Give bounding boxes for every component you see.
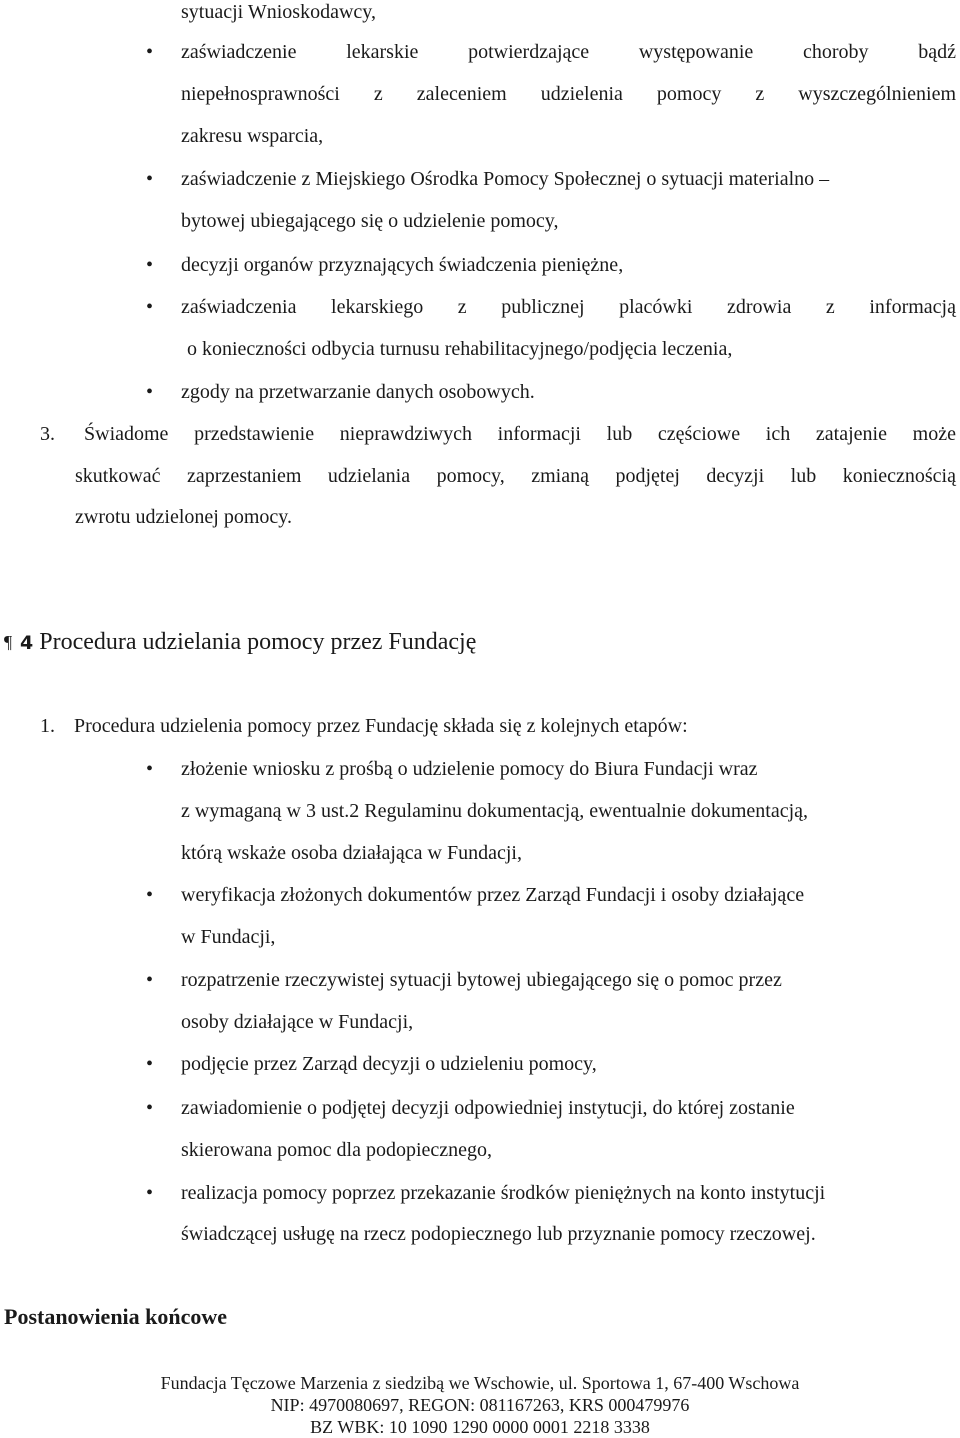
list-item-line: zaświadczenie lekarskie potwierdzające występowanie choroby bądź (181, 41, 956, 63)
paragraph-line: Świadome przedstawienie nieprawdziwych informacji lub częściowe ich zatajenie może (84, 423, 956, 445)
bullet: • (146, 168, 154, 190)
list-item-line: świadczącej usługę na rzecz podopiecznego lub przyznanie pomocy rzeczowej. (181, 1223, 816, 1245)
list-item-line: weryfikacja złożonych dokumentów przez Zarząd Fundacji i osoby działające (181, 884, 805, 906)
bullet: • (146, 1097, 154, 1119)
bullet: • (146, 254, 154, 276)
section-number: 4 (20, 632, 34, 654)
list-item-line: rozpatrzenie rzeczywistej sytuacji bytowej ubiegającego się o pomoc przez (181, 969, 782, 991)
list-item-line: zakresu wsparcia, (181, 125, 324, 147)
bullet: • (146, 41, 154, 63)
list-item-line: o konieczności odbycia turnusu rehabilitacyjnego/podjęcia leczenia, (187, 338, 733, 360)
bullet: • (146, 1182, 154, 1204)
list-item-line: bytowej ubiegającego się o udzielenie pomocy, (181, 210, 559, 232)
paragraph-line: zwrotu udzielonej pomocy. (75, 506, 292, 528)
paragraph-line: sytuacji Wnioskodawcy, (181, 1, 376, 23)
bullet: • (146, 969, 154, 991)
paragraph-line: skutkować zaprzestaniem udzielania pomocy, zmianą podjętej decyzji lub koniecznością (75, 465, 956, 487)
list-item-line: zaświadczenie z Miejskiego Ośrodka Pomocy Społecznej o sytuacji materialno – (181, 168, 830, 190)
list-item-line: podjęcie przez Zarząd decyzji o udzieleniu pomocy, (181, 1053, 597, 1075)
list-item-line: w Fundacji, (181, 926, 276, 948)
list-item-line: realizacja pomocy poprzez przekazanie środków pieniężnych na konto instytucji (181, 1182, 826, 1204)
list-item-line: zawiadomienie o podjętej decyzji odpowiedniej instytucji, do której zostanie (181, 1097, 795, 1119)
list-item-line: zgody na przetwarzanie danych osobowych. (181, 381, 535, 403)
list-item-line: zaświadczenia lekarskiego z publicznej placówki zdrowia z informacją (181, 296, 956, 318)
point-number: 1. (40, 715, 55, 737)
section-heading (20, 628, 476, 657)
paragraph-line: Procedura udzielenia pomocy przez Fundację składa się z kolejnych etapów: (74, 715, 688, 737)
list-item-line: skierowana pomoc dla podopiecznego, (181, 1139, 493, 1161)
bullet: • (146, 381, 154, 403)
list-item-line: niepełnosprawności z zaleceniem udzielenia pomocy z wyszczególnieniem (181, 83, 956, 105)
section-title: Procedura udzielania pomocy przez Fundację (39, 629, 477, 655)
point-number: 3. (40, 423, 55, 445)
list-item-line: decyzji organów przyznających świadczenia pieniężne, (181, 254, 624, 276)
paragraph-mark-icon: ¶ (4, 632, 13, 652)
bullet: • (146, 296, 154, 318)
list-item-line: osoby działające w Fundacji, (181, 1011, 414, 1033)
list-item-line: złożenie wniosku z prośbą o udzielenie pomocy do Biura Fundacji wraz (181, 758, 758, 780)
footer-line: Fundacja Tęczowe Marzenia z siedzibą we Wschowie, ul. Sportowa 1, 67-400 Wschowa (160, 1373, 800, 1393)
bullet: • (146, 884, 154, 906)
footer-line: BZ WBK: 10 1090 1290 0000 0001 2218 3338 (310, 1417, 650, 1437)
bullet: • (146, 758, 154, 780)
footer-line: NIP: 4970080697, REGON: 081167263, KRS 000479976 (270, 1395, 690, 1415)
list-item-line: z wymaganą w 3 ust.2 Regulaminu dokumentacją, ewentualnie dokumentacją, (181, 800, 809, 822)
bullet: • (146, 1053, 154, 1075)
list-item-line: którą wskaże osoba działająca w Fundacji, (181, 842, 522, 864)
section-heading: Postanowienia końcowe (4, 1304, 228, 1329)
